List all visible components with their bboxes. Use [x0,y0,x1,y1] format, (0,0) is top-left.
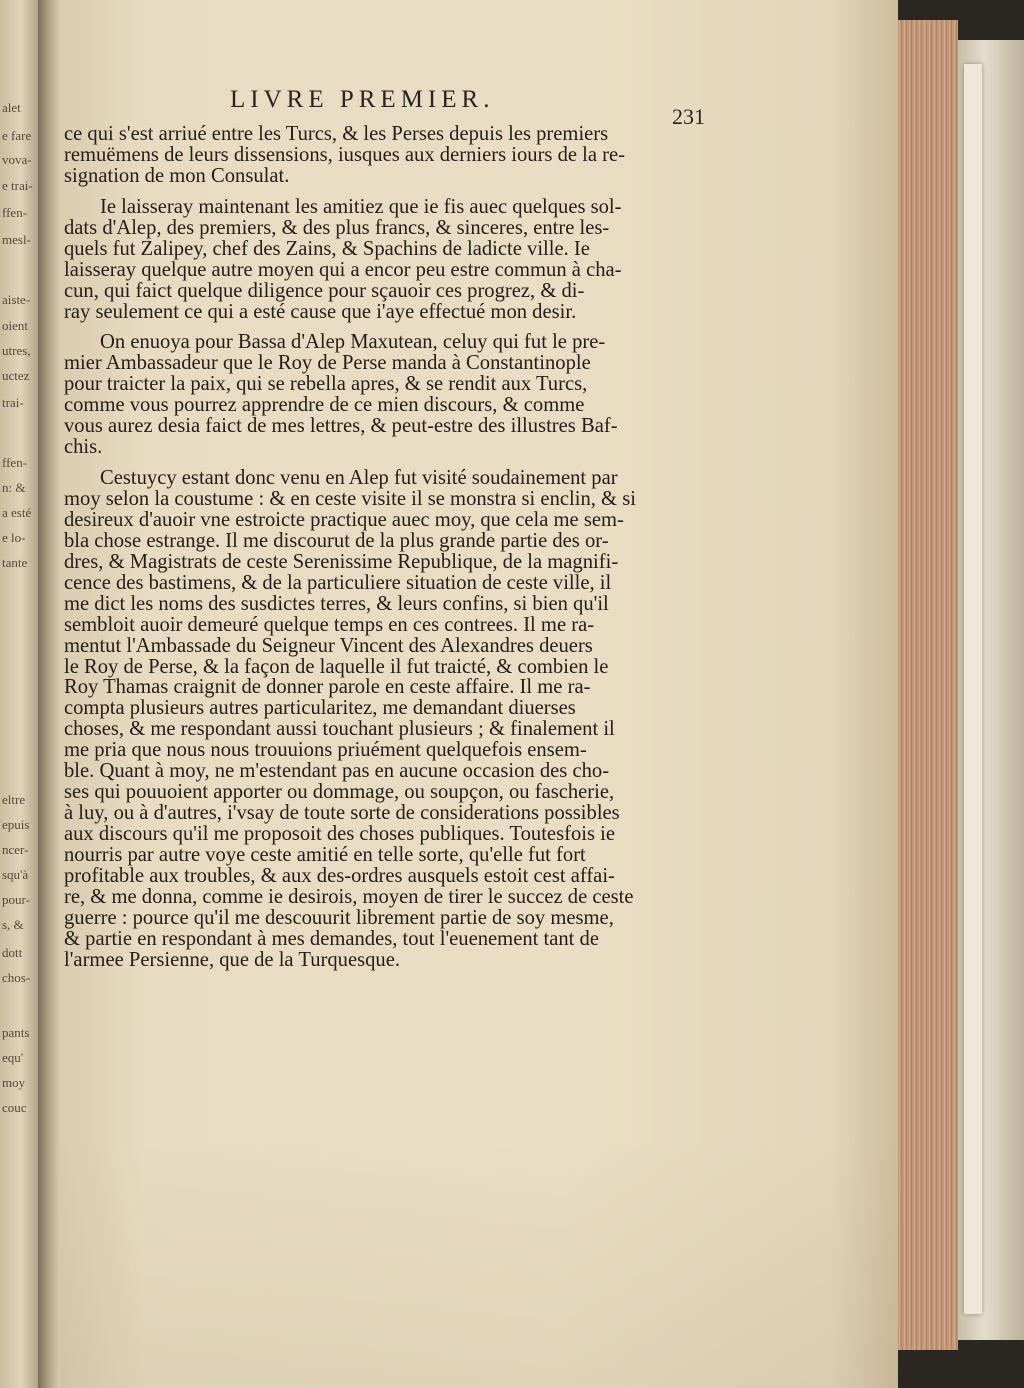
text-line: aux discours qu'il me proposoit des choses publiques. Toutesfois ie [64,823,615,845]
cover-board [964,64,982,1314]
text-line: profitable aux troubles, & aux des-ordres ausquels estoit cest affai- [64,864,615,887]
text-line: desireux d'auoir vne estroicte practique auec moy, que cela me sem- [64,508,624,531]
text-line: l'armee Persienne, que de la Turquesque. [64,948,400,971]
text-line: mier Ambassadeur que le Roy de Perse manda à Constantinople [64,352,591,375]
left-page-fragment: squ'à [2,867,29,882]
text-line: nourris par autre voye ceste amitié en telle sorte, qu'elle fut fort [64,843,586,866]
text-line: compta plusieurs autres particularitez, me demandant diuerses [64,697,576,720]
text-line: laisseray quelque autre moyen qui a encor peu estre commun à cha- [64,258,622,281]
left-page-fragment: ffen- [2,205,28,220]
left-page-fragment: pour- [2,892,30,907]
left-page-fragment: trai- [2,395,24,410]
left-page-fragment: s, & [2,917,24,932]
page-body-text [64,124,714,971]
lower-margin [60,1140,898,1388]
left-page-fragment: oient [2,318,28,333]
left-page-edge [0,0,38,1388]
text-line: me pria que nous nous trouuions priuément quelquefois ensem- [64,739,587,762]
text-line: cun, qui faict quelque diligence pour sçauoir ces progrez, & di- [64,279,585,302]
text-line: ses qui pouuoient apporter ou dommage, ou soupçon, ou fascherie, [64,781,615,804]
left-page-fragment: e trai- [2,178,33,193]
left-page-fragment: chos- [2,970,31,985]
text-line: comme vous pourrez apprendre de ce mien discours, & comme [64,394,585,417]
left-page-fragment: couc [2,1100,27,1115]
left-page-fragment: epuis [2,817,30,832]
left-page-fragment: a esté [2,505,32,520]
text-line: vous aurez desia faict de mes lettres, & peut-estre des illustres Baf- [64,415,618,438]
text-line: chis. [64,436,103,459]
text-line: ce qui s'est arriué entre les Turcs, & les Perses depuis les premiers [64,123,609,145]
text-line: remuëmens de leurs dissensions, iusques aux derniers iours de la re- [64,143,626,166]
left-page-fragment: ncer- [2,842,29,857]
text-line: quels fut Zalipey, chef des Zains, & Spachins de ladicte ville. Ie [64,237,590,260]
paragraph-3 [64,332,714,458]
text-line: re, & me donna, comme ie desirois, moyen de tirer le succez de ceste [64,885,634,908]
paragraph-1 [64,124,714,187]
book-gutter [38,0,60,1388]
left-page-fragment: mesl- [2,232,31,247]
text-line: signation de mon Consulat. [64,164,290,187]
left-page-fragment: eltre [2,792,26,807]
left-page-fragment: ffen- [2,455,28,470]
left-page-fragment: aiste- [2,292,31,307]
text-line: Ie laisseray maintenant les amitiez que ie fis auec quelques sol- [100,195,622,218]
text-line: dres, & Magistrats de ceste Serenissime Republique, de la magnifi- [64,550,619,573]
left-page-fragment: alet [2,100,21,115]
text-line: guerre : pource qu'il me descouurit librement partie de soy mesme, [64,906,614,929]
text-line: pour traicter la paix, qui se rebella apres, & se rendit aux Turcs, [64,373,588,396]
left-page-fragment: pants [2,1025,30,1040]
left-page-fragment: e fare [2,128,32,143]
text-line: cence des bastimens, & de la particuliere situation de ceste ville, il [64,571,612,594]
page-block-edge [898,20,958,1350]
text-line: à luy, ou à d'autres, i'vsay de toute sorte de considerations possibles [64,802,620,825]
text-line: le Roy de Perse, & la façon de laquelle il fut traicté, & combien le [64,655,609,678]
paragraph-2 [64,197,714,323]
text-line: ble. Quant à moy, ne m'estendant pas en aucune occasion des cho- [64,760,610,783]
text-line: moy selon la coustume : & en ceste visite il se monstra si enclin, & si [64,488,636,510]
left-page-fragment: equ' [2,1050,24,1065]
text-line: On enuoya pour Bassa d'Alep Maxutean, celuy qui fut le pre- [100,331,606,354]
left-page-fragment: moy [2,1075,26,1090]
page-number: 231 [672,104,705,129]
text-line: dats d'Alep, des premiers, & des plus francs, & sinceres, entre les- [64,216,610,239]
left-page-fragment: tante [2,555,28,570]
text-line: Roy Thamas craignit de donner parole en ceste affaire. Il me ra- [64,676,591,699]
running-title: LIVRE PREMIER. [230,86,495,113]
paragraph-4 [64,468,714,971]
text-line: sembloit auoir demeuré quelque temps en ces contrees. Il me ra- [64,613,595,636]
left-page-fragment: vova- [2,152,32,167]
text-line: me dict les noms des susdictes terres, & leurs confins, si bien qu'il [64,592,609,615]
left-page-fragment: utres, [2,343,31,358]
text-line: choses, & me respondant aussi touchant plusieurs ; & finalement il [64,718,615,741]
text-line: Cestuycy estant donc venu en Alep fut visité soudainement par [100,467,618,490]
text-line: ray seulement ce qui a esté cause que i'aye effectué mon desir. [64,300,577,323]
left-page-fragment: n: & [2,480,26,495]
text-line: mentut l'Ambassade du Seigneur Vincent des Alexandres deuers [64,634,593,657]
left-page-fragment: dott [2,945,23,960]
left-page-fragment: uctez [2,368,30,383]
text-line: & partie en respondant à mes demandes, tout l'euenement tant de [64,927,599,950]
left-page-fragment: e lo- [2,530,26,545]
text-line: bla chose estrange. Il me discourut de la plus grande partie des or- [64,529,609,552]
